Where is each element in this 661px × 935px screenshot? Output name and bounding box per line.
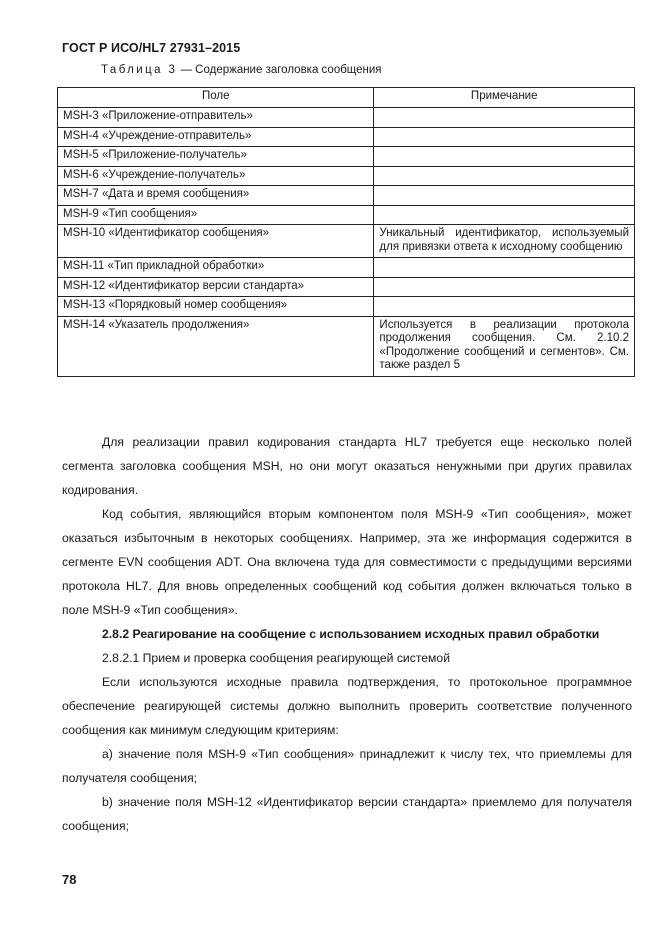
page-number: 78: [62, 872, 77, 887]
note-cell: [374, 205, 635, 225]
note-cell: [374, 186, 635, 206]
body-text: [62, 430, 632, 838]
field-cell: MSH-6 «Учреждение-получатель»: [58, 166, 374, 186]
field-cell: MSH-11 «Тип прикладной обработки»: [58, 258, 374, 278]
paragraph: Для реализации правил кодирования стандарта HL7 требуется еще несколько полей сегмента заголовка сообщения MSH, но они могут оказаться ненужными при других правилах кодирования.: [62, 435, 632, 497]
table-row: [58, 258, 635, 278]
table-row: [58, 186, 635, 206]
message-header-table: [57, 87, 635, 377]
note-cell: Уникальный идентификатор, используемый для привязки ответа к исходному сообщению: [374, 225, 635, 258]
note-cell: [374, 147, 635, 167]
criteria-item: b) значение поля MSH-12 «Идентификатор версии стандарта» приемлемо для получателя сообщения;: [62, 795, 632, 833]
table-row: [58, 316, 635, 376]
criteria-intro: Если используются исходные правила подтверждения, то протокольное программное обеспечение реагирующей системы должно выполнить проверить соответствие полученного сообщения как минимум следующим критериям:: [62, 675, 632, 737]
table-row: [58, 127, 635, 147]
section-heading: 2.8.2 Реагирование на сообщение с использованием исходных правил обработки: [102, 627, 600, 641]
criteria-item: a) значение поля MSH-9 «Тип сообщения» принадлежит к числу тех, что приемлемы для получателя сообщения;: [62, 747, 632, 785]
column-header-field: Поле: [58, 88, 374, 108]
field-cell: MSH-7 «Дата и время сообщения»: [58, 186, 374, 206]
note-cell: [374, 127, 635, 147]
note-cell: [374, 166, 635, 186]
note-cell: [374, 277, 635, 297]
field-cell: MSH-3 «Приложение-отправитель»: [58, 108, 374, 128]
field-cell: MSH-4 «Учреждение-отправитель»: [58, 127, 374, 147]
table-caption: [101, 64, 382, 76]
table-row: [58, 205, 635, 225]
field-cell: MSH-10 «Идентификатор сообщения»: [58, 225, 374, 258]
table-caption-title: — Содержание заголовка сообщения: [177, 64, 382, 76]
table-row: [58, 277, 635, 297]
note-cell: Используется в реализации протокола продолжения сообщения. См. 2.10.2 «Продолжение сообщений и сегментов». См. также раздел 5: [374, 316, 635, 376]
table-row: [58, 147, 635, 167]
field-cell: MSH-14 «Указатель продолжения»: [58, 316, 374, 376]
subsection-heading: 2.8.2.1 Прием и проверка сообщения реагирующей системой: [102, 651, 451, 665]
field-cell: MSH-5 «Приложение-получатель»: [58, 147, 374, 167]
field-cell: MSH-13 «Порядковый номер сообщения»: [58, 297, 374, 317]
note-cell: [374, 108, 635, 128]
table-row: [58, 297, 635, 317]
table-caption-label: Таблица 3: [101, 64, 178, 76]
note-cell: [374, 297, 635, 317]
table-header-row: [58, 88, 635, 108]
note-cell: [374, 258, 635, 278]
table-row: [58, 108, 635, 128]
table-row: [58, 166, 635, 186]
document-header: ГОСТ Р ИСО/HL7 27931–2015: [62, 41, 241, 55]
table-row: [58, 225, 635, 258]
field-cell: MSH-12 «Идентификатор версии стандарта»: [58, 277, 374, 297]
paragraph: Код события, являющийся вторым компонентом поля MSH-9 «Тип сообщения», может оказаться избыточным в некоторых сообщениях. Например, эта же информация содержится в сегменте EVN сообщения ADT. Она включена туда для совместимости с предыдущими версиями протокола HL7. Для вновь определенных сообщений код события должен включаться только в поле MSH-9 «Тип сообщения».: [62, 507, 632, 617]
column-header-note: Примечание: [374, 88, 635, 108]
field-cell: MSH-9 «Тип сообщения»: [58, 205, 374, 225]
